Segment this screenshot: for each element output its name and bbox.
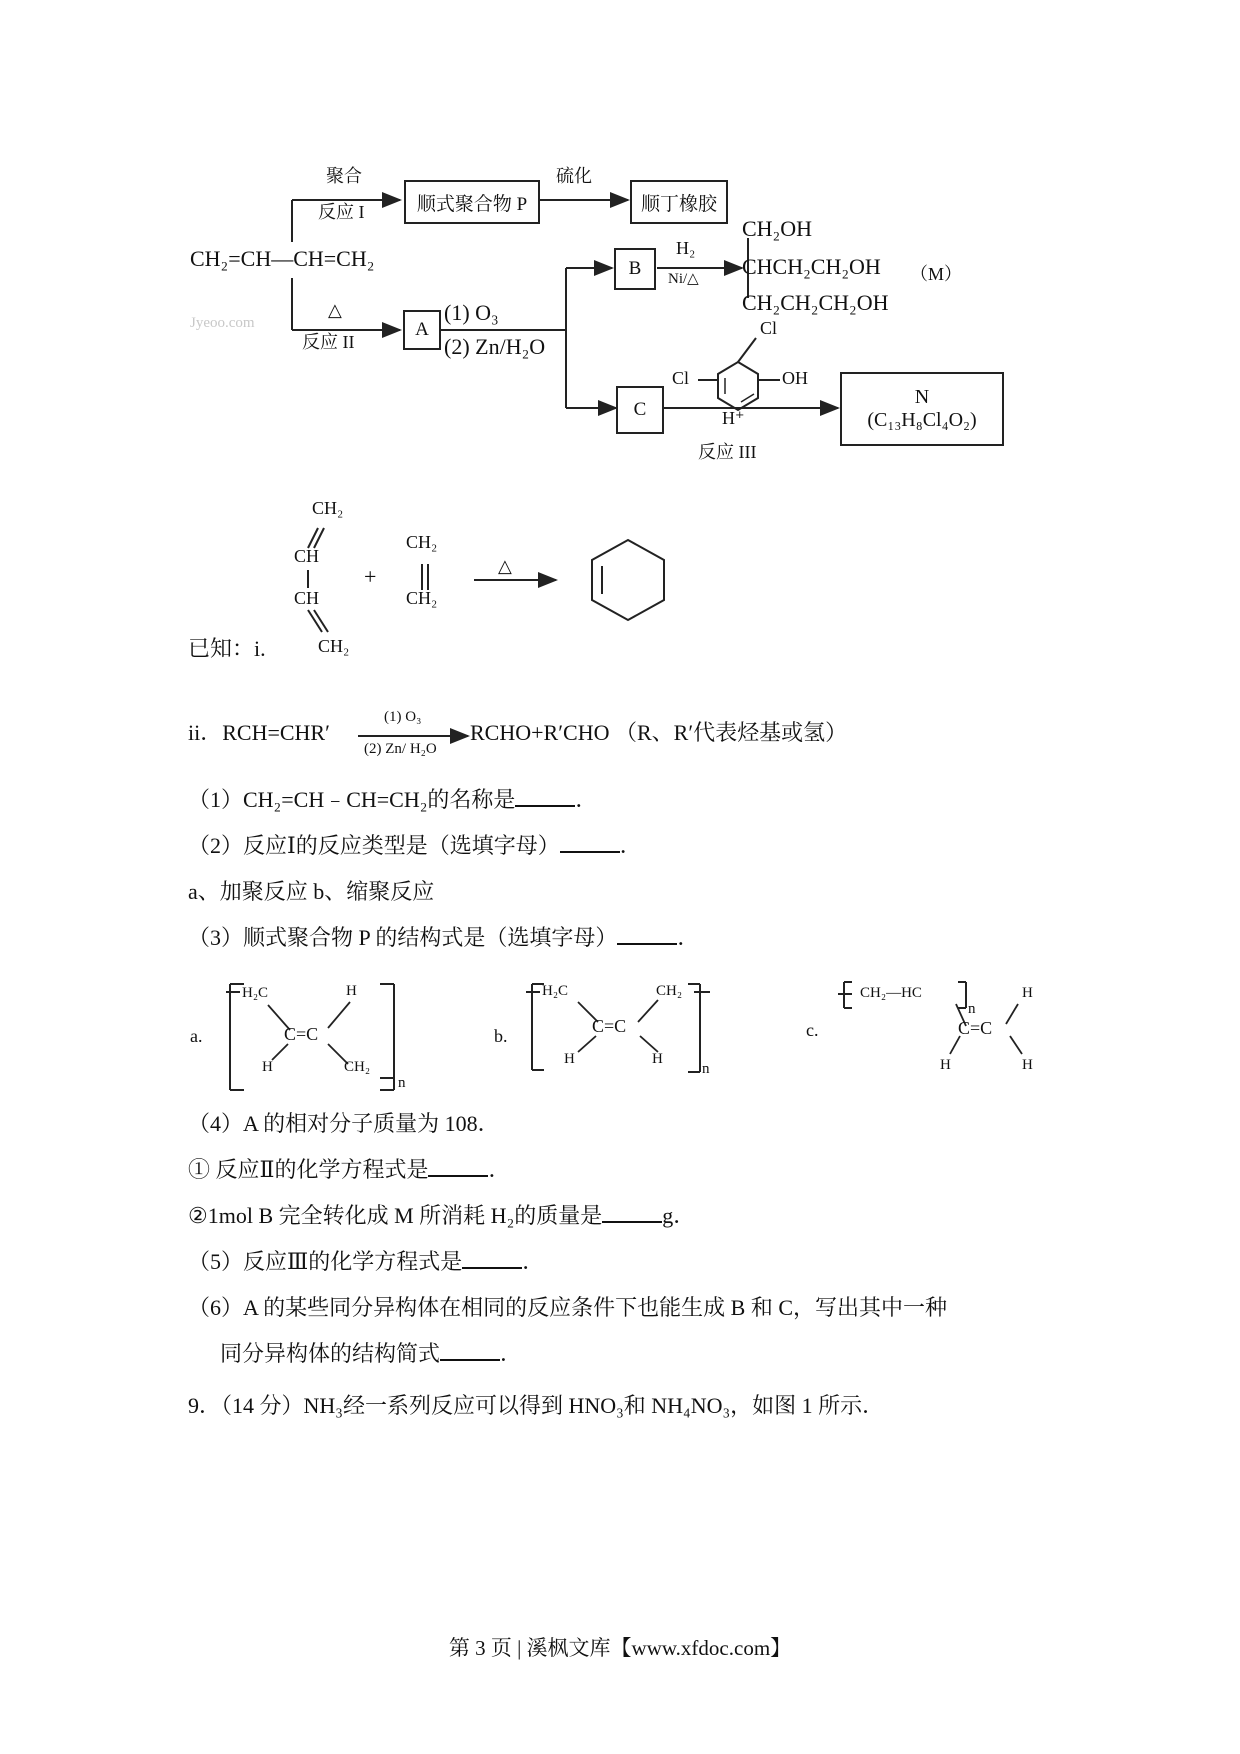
phenol-cl-left: Cl: [672, 368, 690, 388]
period: ．: [619, 833, 642, 858]
ozone-step-1: (1) O₃: [444, 300, 499, 325]
question-5-text: （5）反应Ⅲ的化学方程式是: [188, 1249, 463, 1274]
reaction2-label: 反应 II: [302, 332, 355, 352]
box-n: [840, 372, 1004, 446]
answer-blank-2[interactable]: [560, 833, 620, 853]
period: ．: [575, 787, 598, 812]
question-2-text: （2）反应Ⅰ的反应类型是（选填字母）: [188, 833, 560, 858]
ni-catalyst: Ni/△: [668, 271, 699, 287]
watermark: Jyeoo.com: [190, 315, 255, 331]
vulcanize-label: 硫化: [556, 166, 592, 186]
option-b-double-bond: C=C: [592, 1016, 627, 1036]
plus-sign: +: [364, 564, 377, 589]
option-c-label: c.: [806, 1020, 819, 1040]
box-polymer-p: 顺式聚合物 P: [404, 180, 540, 224]
option-b-label: b.: [494, 1026, 508, 1046]
question-6-line-2: [220, 1341, 522, 1367]
reaction3-label: 反应 III: [698, 442, 757, 462]
h2-label: H₂: [676, 238, 696, 258]
known-ii-lead: ii．RCH=CHR′: [188, 720, 330, 745]
known-ii-cond-1: (1) O₃: [384, 709, 422, 725]
option-b-n: n: [702, 1061, 710, 1077]
answer-blank-5[interactable]: [462, 1249, 522, 1269]
m-line-1: CH₂OH: [742, 216, 813, 241]
box-a: A: [403, 310, 441, 350]
period: ．: [500, 1341, 523, 1366]
question-3: [188, 925, 699, 951]
question-4-2-unit: g．: [662, 1203, 696, 1228]
h-plus: H⁺: [722, 408, 745, 428]
period: ．: [522, 1249, 545, 1274]
question-6-text: 同分异构体的结构简式: [220, 1341, 441, 1366]
option-b-h2c: H₂C: [542, 983, 569, 999]
page-footer: 第 3 页 | 溪枫文库【www.xfdoc.com】: [448, 1636, 792, 1660]
option-c-h-top-right: H: [1022, 985, 1033, 1001]
question-1: [188, 787, 597, 813]
question-5: [188, 1249, 544, 1275]
option-a-ch2: CH₂: [344, 1059, 371, 1075]
option-a-h-top: H: [346, 983, 357, 999]
option-c-n: n: [968, 1001, 976, 1017]
period: ．: [488, 1157, 511, 1182]
reaction1-label: 反应 I: [318, 202, 365, 222]
box-rubber: 顺丁橡胶: [630, 180, 728, 224]
diene-ch2-top: CH₂: [312, 498, 344, 518]
n-label: N: [914, 386, 930, 408]
m-label: （M）: [910, 264, 963, 284]
option-c-double-bond: C=C: [958, 1018, 993, 1038]
option-a-h-bottom: H: [262, 1059, 273, 1075]
option-a-h2c: H₂C: [242, 985, 269, 1001]
n-formula: (C₁₃H₈Cl₄O₂): [867, 409, 977, 431]
answer-blank-3[interactable]: [617, 925, 677, 945]
answer-blank-1[interactable]: [515, 787, 575, 807]
polymerize-label: 聚合: [326, 166, 362, 186]
phenol-cl-top: Cl: [760, 318, 778, 338]
ozone-step-2: (2) Zn/H₂O: [444, 334, 546, 359]
diene-ch-2: CH: [294, 588, 320, 608]
period: ．: [677, 925, 700, 950]
known-ii-cond-2: (2) Zn/ H₂O: [364, 741, 437, 757]
question-4-1-text: ① 反应Ⅱ的化学方程式是: [188, 1157, 429, 1182]
answer-blank-4-1[interactable]: [428, 1157, 488, 1177]
option-b-ch2: CH₂: [656, 983, 683, 999]
option-a-n: n: [398, 1075, 406, 1091]
option-b-h-right: H: [652, 1051, 663, 1067]
answer-blank-4-2[interactable]: [602, 1203, 662, 1223]
option-c-h-bottom-right: H: [1022, 1057, 1033, 1073]
question-9: 9．（14 分）NH₃经一系列反应可以得到 HNO₃和 NH₄NO₃，如图 1 所示．: [188, 1393, 885, 1418]
question-3-text: （3）顺式聚合物 P 的结构式是（选填字母）: [188, 925, 618, 950]
box-c: C: [616, 386, 664, 434]
ethene-ch2-bottom: CH₂: [406, 588, 438, 608]
heat-symbol-known: △: [498, 556, 512, 576]
butadiene-formula: CH₂=CH—CH=CH₂: [190, 246, 375, 271]
box-b: B: [614, 248, 656, 290]
question-2: [188, 833, 642, 859]
question-4-1: [188, 1157, 510, 1183]
question-4-2-text: ②1mol B 完全转化成 M 所消耗 H₂的质量是: [188, 1203, 603, 1228]
answer-blank-6[interactable]: [440, 1341, 500, 1361]
known-prefix: 已知：i.: [188, 636, 266, 661]
ethene-ch2-top: CH₂: [406, 532, 438, 552]
phenol-oh: OH: [782, 368, 808, 388]
question-6-line-1: （6）A 的某些同分异构体在相同的反应条件下也能生成 B 和 C，写出其中一种: [188, 1295, 948, 1320]
option-c-chain: CH₂—HC: [860, 985, 922, 1001]
option-c-h-bottom-left: H: [940, 1057, 951, 1073]
heat-symbol: △: [328, 300, 342, 320]
diene-ch-1: CH: [294, 546, 320, 566]
option-a-double-bond: C=C: [284, 1024, 319, 1044]
known-ii-tail: RCHO+R′CHO （R、R′代表烃基或氢）: [470, 720, 848, 745]
m-line-3: CH₂CH₂CH₂OH: [742, 290, 889, 315]
question-4: （4）A 的相对分子质量为 108．: [188, 1111, 500, 1136]
m-line-2: CHCH₂CH₂OH: [742, 254, 881, 279]
question-4-2: [188, 1203, 695, 1229]
option-b-h-left: H: [564, 1051, 575, 1067]
question-1-text: （1）CH₂=CH﹣CH=CH₂的名称是: [188, 787, 516, 812]
diene-ch2-bottom: CH₂: [318, 636, 350, 656]
option-a-label: a.: [190, 1026, 203, 1046]
question-2-options: a、加聚反应 b、缩聚反应: [188, 879, 435, 904]
